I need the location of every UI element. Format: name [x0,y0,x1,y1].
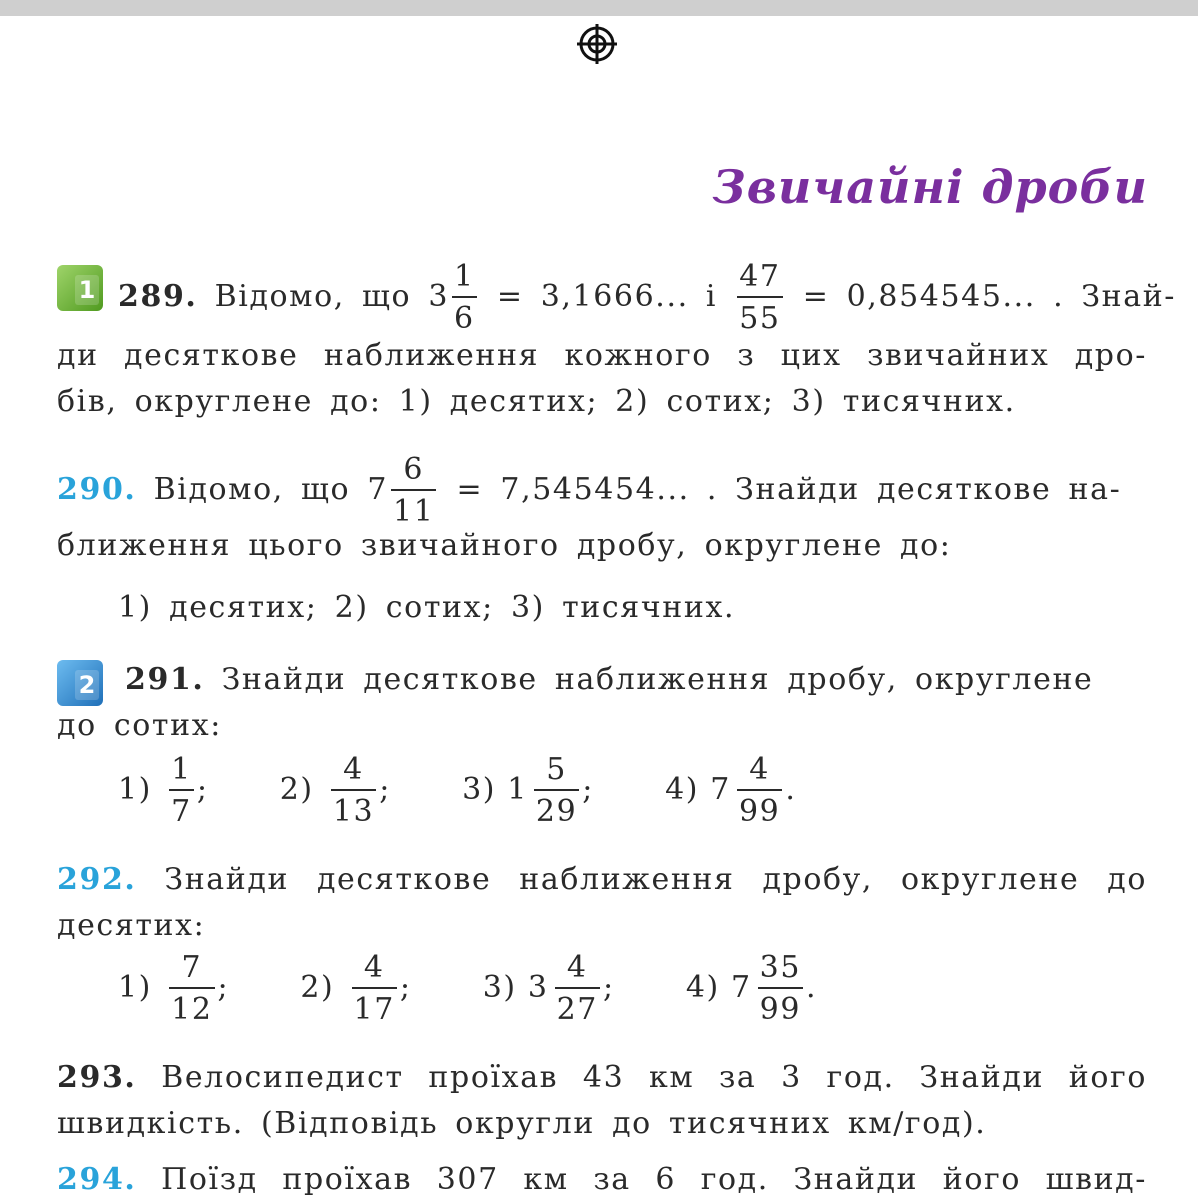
option: 3) 1 $\frac{5}{29}$ ; [462,752,594,829]
option: 2) $\frac{4}{17}$ ; [300,950,412,1027]
exercise-294-line-1: 294. Поїзд проїхав 307 км за 6 год. Знайди його швид- [57,1162,1147,1197]
exercise-292-options [118,950,877,1027]
option: 4) 7 $\frac{4}{99}$ . [665,752,797,829]
exercise-291-line-2: до сотих: [57,708,222,743]
exercise-289-line-2: ди десяткове наближення кожного з цих звичайних дро- [57,338,1147,373]
option: 3) 3 $\frac{4}{27}$ ; [482,950,615,1027]
exercise-290-line-3: 1) десятих; 2) сотих; 3) тисячних. [118,590,736,625]
level-2-cube-icon: 2 [57,660,103,706]
exercise-number: 291. [125,662,205,697]
section-title: Звичайні дроби [712,160,1148,214]
option: 1) $\frac{7}{12}$ ; [118,950,230,1027]
exercise-292-line-1: 292. Знайди десяткове наближення дробу, округлене до [57,862,1147,897]
exercise-number: 293. [57,1060,137,1095]
exercise-290-line-2: ближення цього звичайного дробу, округлене до: [57,528,952,563]
exercise-291-line-1: 291. Знайди десяткове наближення дробу, округлене [125,662,1094,697]
option: 4) 7 $\frac{35}{99}$ . [685,950,818,1027]
option: 1) $\frac{1}{7}$ ; [118,752,209,829]
exercise-number: 289. [118,279,198,314]
exercise-289-line-3: бів, округлене до: 1) десятих; 2) сотих; 3) тисячних. [57,384,1016,419]
exercise-293-line-1: 293. Велосипедист проїхав 43 км за 3 год. Знайди його [57,1060,1147,1095]
exercise-290-line-1: 290. Відомо, що 7 $\frac{6}{11}$ = 7,545454... . Знайди десяткове на- [57,452,1122,529]
fraction: $\frac{47}{55}$ [739,259,781,336]
exercise-293-line-2: швидкість. (Відповідь округли до тисячних км/год). [57,1106,987,1141]
exercise-289-line-1: 289. Відомо, що 3 $\frac{1}{6}$ = 3,1666... і $\frac{47}{55}$ = 0,854545... . Знай- [118,259,1177,336]
level-1-cube-icon: 1 [57,265,103,311]
exercise-number: 290. [57,472,137,507]
exercise-number: 294. [57,1162,137,1197]
fraction: $\frac{1}{6}$ [454,259,475,336]
fraction: $\frac{6}{11}$ [393,452,435,529]
exercise-292-line-2: десятих: [57,908,206,943]
page-top-edge [0,0,1198,16]
crosshair-icon [577,24,617,64]
exercise-number: 292. [57,862,137,897]
exercise-291-options [118,752,856,829]
option: 2) $\frac{4}{13}$ ; [279,752,391,829]
